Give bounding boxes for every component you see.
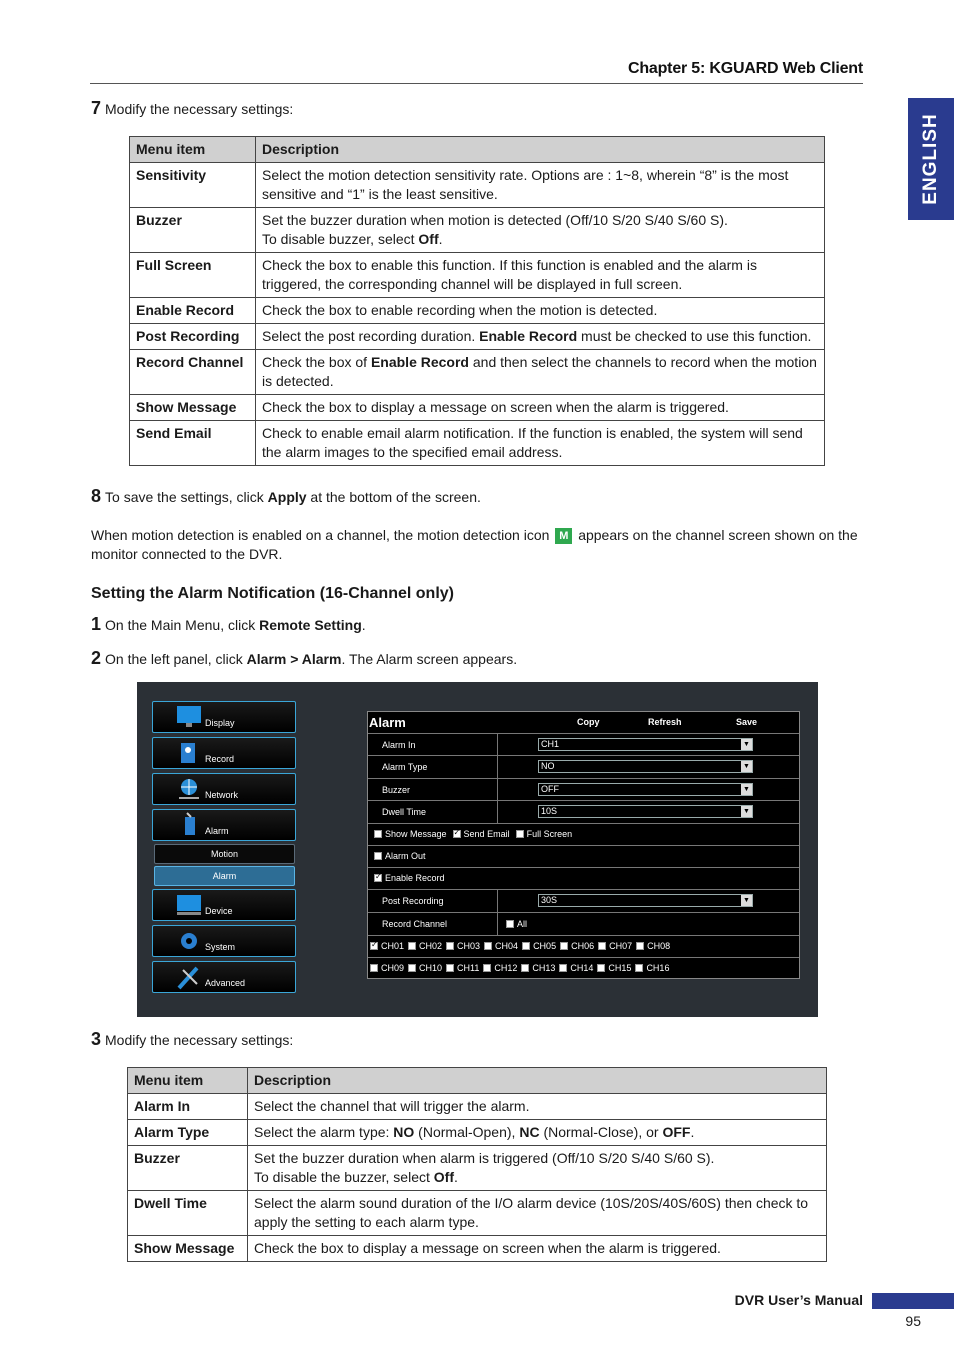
chapter-title: Chapter 5: KGUARD Web Client	[627, 60, 863, 77]
step-1: 1 On the Main Menu, click Remote Setting.	[91, 614, 366, 634]
ch07-checkbox[interactable]: CH07	[598, 941, 632, 951]
ch15-checkbox[interactable]: CH15	[597, 963, 631, 973]
send-email-checkbox[interactable]: ✓ Send Email	[453, 829, 510, 839]
table-header: Menu item Description	[128, 1068, 827, 1094]
ch01-checkbox[interactable]: ✓CH01	[370, 941, 404, 951]
monitor-icon	[175, 704, 203, 730]
alarm-type-select[interactable]: NO ▼	[538, 760, 753, 773]
alarm-type-row: Alarm Type NO ▼	[368, 756, 799, 779]
step-2: 2 On the left panel, click Alarm > Alarm. The Alarm screen appears.	[91, 648, 518, 668]
footer-bar	[872, 1293, 954, 1309]
table-row: Dwell Time Select the alarm sound duration of the I/O alarm device (10S/20S/40S/60S) then check to apply the setting to each alarm type.	[128, 1191, 827, 1236]
dwell-time-select[interactable]: 10S ▼	[538, 805, 753, 818]
ch11-checkbox[interactable]: CH11	[446, 963, 479, 973]
alarm-out-row	[368, 846, 799, 868]
ch02-checkbox[interactable]: CH02	[408, 941, 442, 951]
dwell-time-row: Dwell Time 10S ▼	[368, 801, 799, 824]
menu-record-button[interactable]: Record	[152, 737, 296, 769]
ch09-checkbox[interactable]: CH09	[370, 963, 404, 973]
table-row: Post Recording Select the post recording duration. Enable Record must be checked to use this function.	[130, 324, 825, 350]
menu-alarm-button[interactable]: Alarm	[152, 809, 296, 841]
ch04-checkbox[interactable]: CH04	[484, 941, 518, 951]
post-recording-select[interactable]: 30S ▼	[538, 894, 753, 907]
table-row: Record Channel Check the box of Enable Record and then select the channels to record when the motion is detected.	[130, 350, 825, 395]
buzzer-row: Buzzer OFF ▼	[368, 779, 799, 801]
ch06-checkbox[interactable]: CH06	[560, 941, 594, 951]
ch08-checkbox[interactable]: CH08	[636, 941, 670, 951]
alarm-settings-panel	[367, 711, 800, 979]
page-number: 95	[905, 1313, 921, 1329]
table-row: Show Message Check the box to display a message on screen when the alarm is triggered.	[130, 395, 825, 421]
save-button[interactable]: Save	[736, 717, 758, 727]
motion-settings-table	[129, 136, 825, 466]
channels-row-1	[368, 936, 799, 958]
buzzer-select[interactable]: OFF ▼	[538, 783, 753, 796]
step-8: 8 To save the settings, click Apply at the bottom of the screen.	[91, 486, 481, 506]
ch16-checkbox[interactable]: CH16	[635, 963, 669, 973]
alarm-icon	[175, 812, 203, 838]
step-3: 3 Modify the necessary settings:	[91, 1029, 294, 1049]
gear-icon	[175, 928, 203, 954]
alarm-in-select[interactable]: CH1 ▼	[538, 738, 753, 751]
section-title: Setting the Alarm Notification (16-Channel only)	[91, 585, 454, 602]
table-header: Menu item Description	[130, 137, 825, 163]
post-recording-row: Post Recording 30S ▼	[368, 890, 799, 913]
language-tab	[908, 98, 954, 220]
header-rule	[90, 83, 863, 84]
table-row: Enable Record Check the box to enable recording when the motion is detected.	[130, 298, 825, 324]
record-icon	[175, 740, 203, 766]
menu-device-button[interactable]: Device	[152, 889, 296, 921]
record-channel-row: Record Channel All	[368, 913, 799, 936]
submenu-alarm-button[interactable]: Alarm	[154, 866, 295, 886]
panel-title: Alarm	[369, 715, 406, 730]
alarm-settings-table	[127, 1067, 827, 1262]
table-row: Alarm In Select the channel that will trigger the alarm.	[128, 1094, 827, 1120]
full-screen-checkbox[interactable]: Full Screen	[516, 829, 573, 839]
menu-system-button[interactable]: System	[152, 925, 296, 957]
all-channels-checkbox[interactable]: All	[506, 919, 527, 929]
copy-button[interactable]: Copy	[577, 717, 600, 727]
refresh-button[interactable]: Refresh	[648, 717, 682, 727]
panel-header	[368, 712, 799, 734]
globe-icon	[175, 776, 203, 802]
table-row: Alarm Type Select the alarm type: NO (Normal-Open), NC (Normal-Close), or OFF.	[128, 1120, 827, 1146]
step-7: 7 Modify the necessary settings:	[91, 98, 294, 118]
table-row: Show Message Check the box to display a message on screen when the alarm is triggered.	[128, 1236, 827, 1262]
ch12-checkbox[interactable]: CH12	[483, 963, 517, 973]
table-row: Send Email Check to enable email alarm notification. If the function is enabled, the system will send the alarm images to the specified email address.	[130, 421, 825, 466]
motion-m-icon: M	[555, 528, 572, 544]
motion-icon-note: When motion detection is enabled on a channel, the motion detection icon M appears on the channel screen shown on the monitor connected to the DVR.	[91, 527, 858, 562]
menu-network-button[interactable]: Network	[152, 773, 296, 805]
channels-row-2	[368, 958, 799, 979]
manual-title: DVR User’s Manual	[734, 1292, 863, 1308]
ch14-checkbox[interactable]: CH14	[559, 963, 593, 973]
enable-record-row	[368, 868, 799, 890]
ch10-checkbox[interactable]: CH10	[408, 963, 442, 973]
show-message-checkbox[interactable]: Show Message	[374, 829, 447, 839]
alarm-screen-screenshot	[137, 682, 818, 1017]
table-row: Buzzer Set the buzzer duration when motion is detected (Off/10 S/20 S/40 S/60 S). To disable buzzer, select Off.	[130, 208, 825, 253]
tools-icon	[175, 964, 203, 990]
submenu-motion-button[interactable]: Motion	[154, 844, 295, 864]
table-row: Sensitivity Select the motion detection sensitivity rate. Options are : 1~8, wherein “8” is the most sensitive and “1” is the least sensitive.	[130, 163, 825, 208]
alarm-out-checkbox[interactable]: Alarm Out	[374, 851, 426, 861]
language-label: ENGLISH	[920, 113, 941, 205]
alarm-in-row: Alarm In CH1 ▼	[368, 734, 799, 756]
enable-record-checkbox[interactable]: ✓Enable Record	[374, 873, 445, 883]
menu-advanced-button[interactable]: Advanced	[152, 961, 296, 993]
table-row: Buzzer Set the buzzer duration when alarm is triggered (Off/10 S/20 S/40 S/60 S). To disable the buzzer, select Off.	[128, 1146, 827, 1191]
device-icon	[175, 892, 203, 918]
ch03-checkbox[interactable]: CH03	[446, 941, 480, 951]
table-row: Full Screen Check the box to enable this function. If this function is enabled and the alarm is triggered, the corresponding channel will be displayed in full screen.	[130, 253, 825, 298]
ch13-checkbox[interactable]: CH13	[521, 963, 555, 973]
options-row	[368, 824, 799, 846]
ch05-checkbox[interactable]: CH05	[522, 941, 556, 951]
menu-display-button[interactable]: Display	[152, 701, 296, 733]
